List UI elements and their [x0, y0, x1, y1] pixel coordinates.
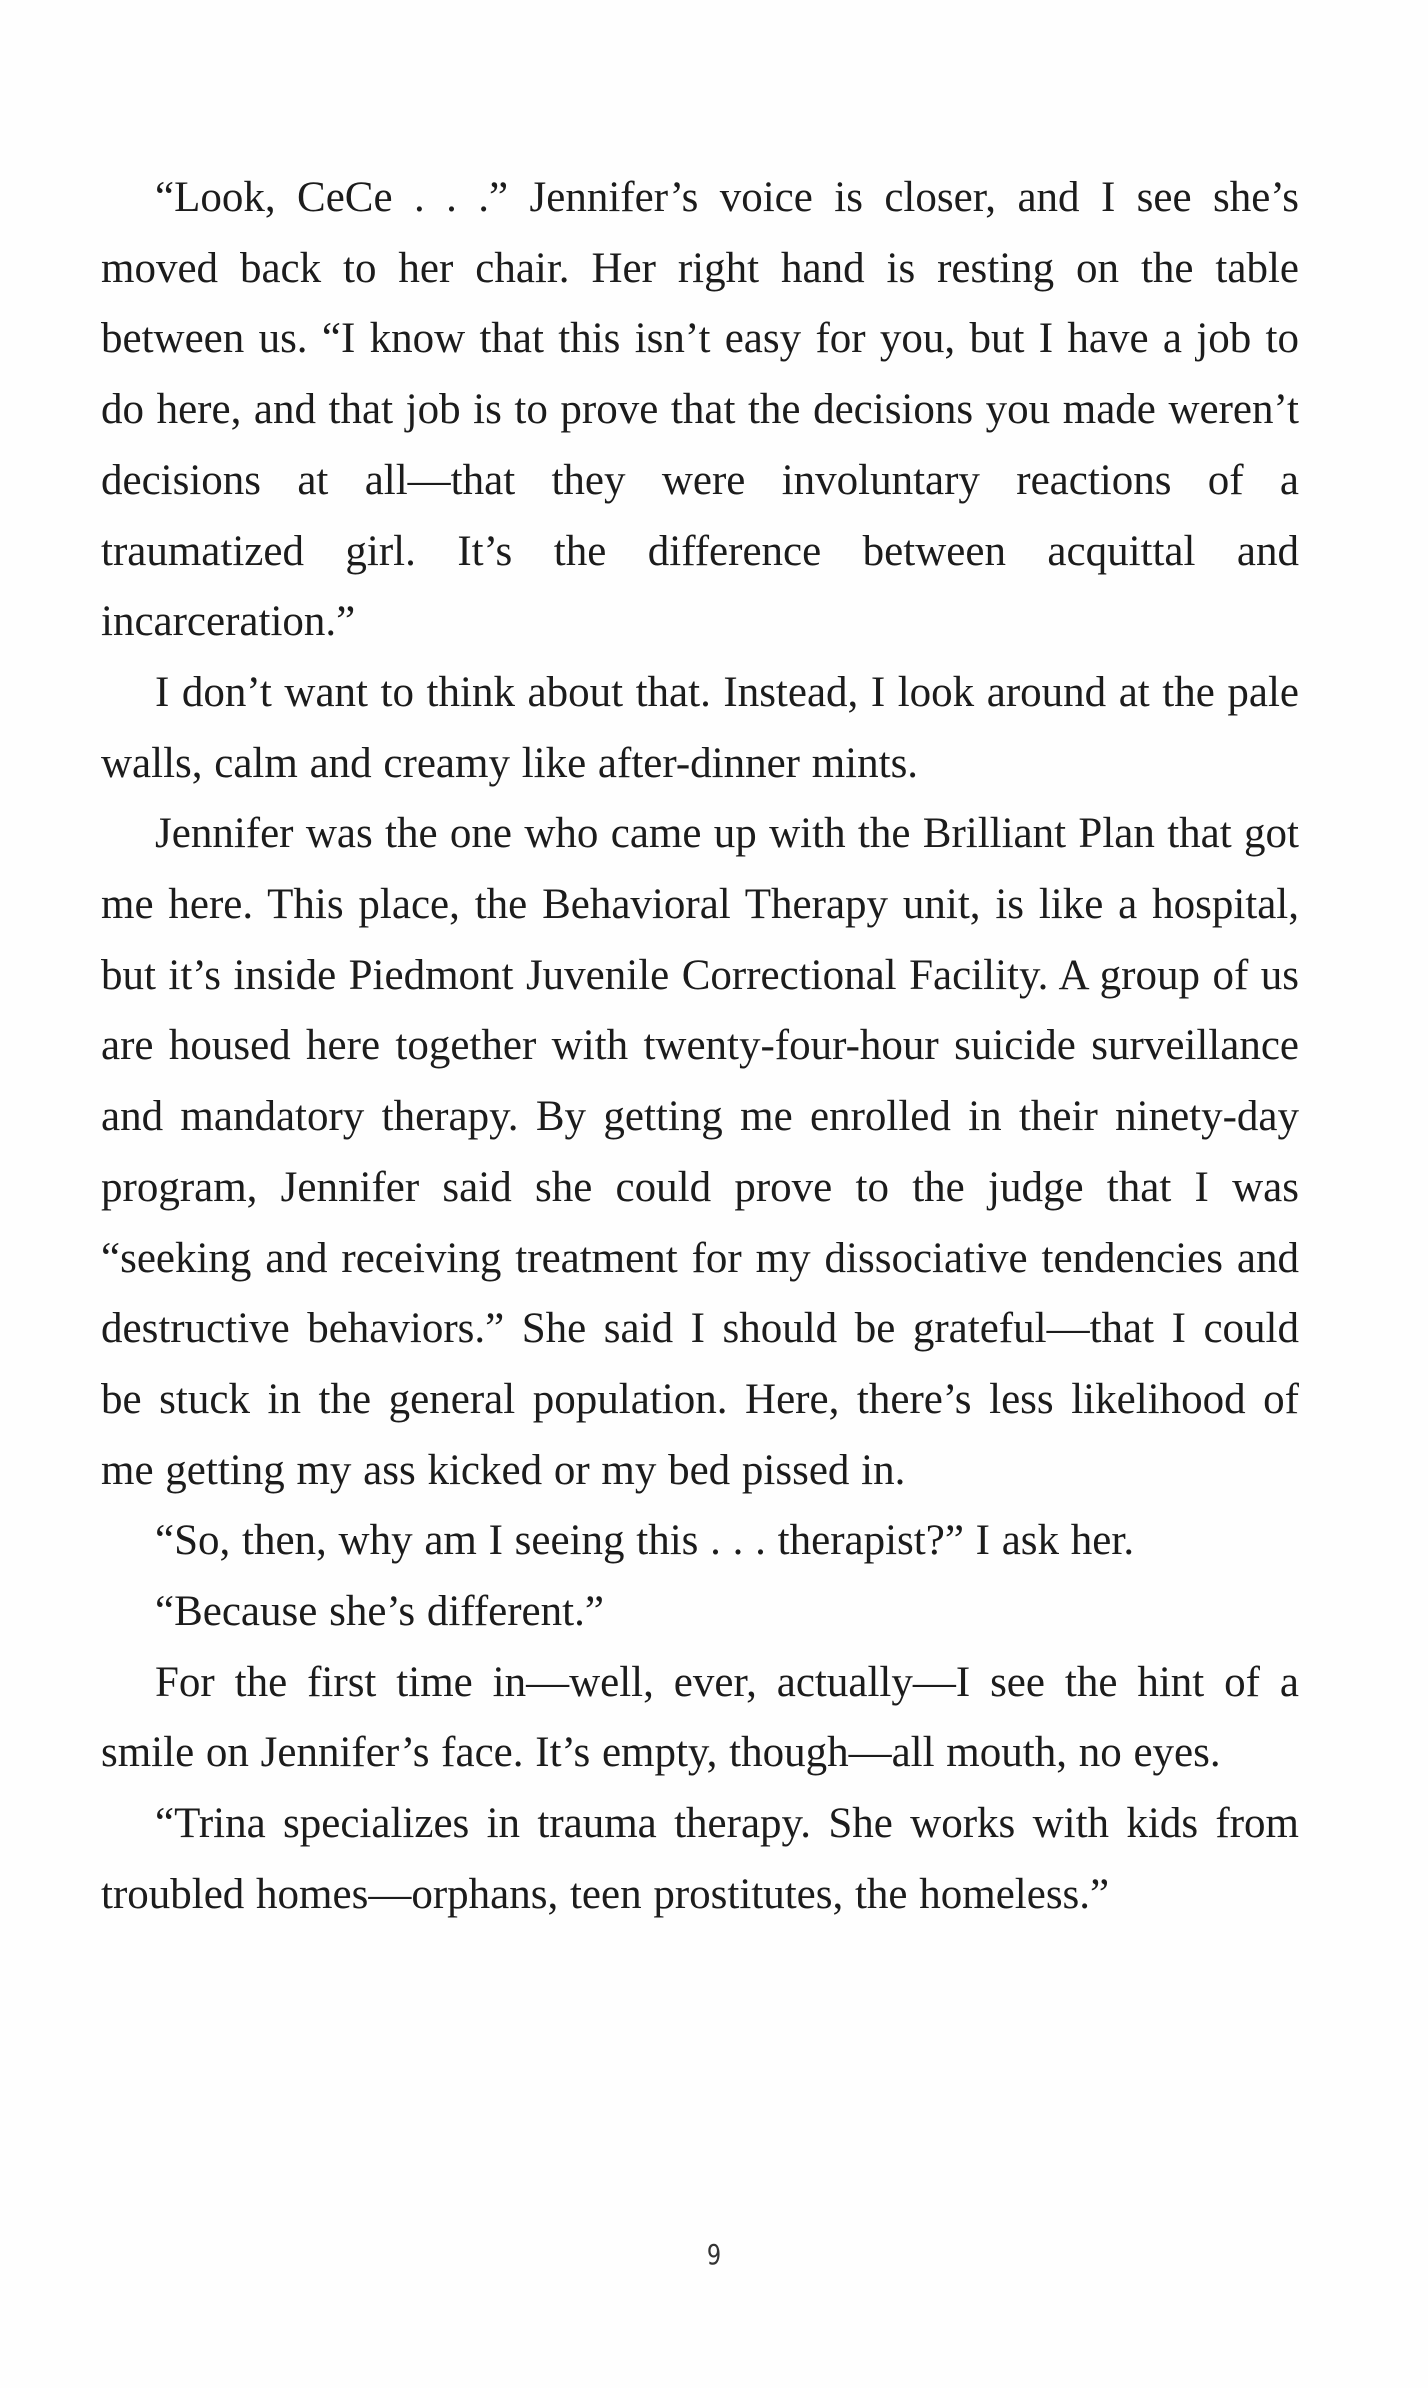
page-number: 9: [706, 2238, 722, 2271]
paragraph: For the first time in—well, ever, actually—I see the hint of a smile on Jennifer’s face. It’s empty, though—all mouth, no eyes.: [101, 1658, 1299, 1777]
paragraph: “Look, CeCe . . .” Jennifer’s voice is closer, and I see she’s moved back to her chair. Her right hand is resting on the table between us. “I know that this isn’t easy for you, but I have a job to do here, and that job is to prove that the decisions you made weren’t decisions at all—that they were involuntary reactions of a traumatized girl. It’s the difference between acquittal and incarceration.”: [101, 174, 1299, 646]
paragraph: “Trina specializes in trauma therapy. She works with kids from troubled homes—orphans, teen prostitutes, the homeless.”: [101, 1800, 1299, 1918]
paragraph: I don’t want to think about that. Instead, I look around at the pale walls, calm and creamy like after-dinner mints.: [101, 668, 1299, 787]
paragraph: “Because she’s different.”: [155, 1588, 604, 1636]
paragraph: “So, then, why am I seeing this . . . therapist?” I ask her.: [155, 1517, 1135, 1565]
body-text: [101, 163, 1299, 1931]
paragraph: Jennifer was the one who came up with the Brilliant Plan that got me here. This place, the Behavioral Therapy unit, is like a hospital, but it’s inside Piedmont Juvenile Correctional Facility. A group of us are housed here together with twenty-four-hour suicide surveillance and mandatory therapy. By getting me enrolled in their ninety-day program, Jennifer said she could prove to the judge that I was “seeking and receiving treatment for my dissociative tendencies and destructive behaviors.” She said I should be grateful—that I could be stuck in the general population. Here, there’s less likelihood of me getting my ass kicked or my bed pissed in.: [101, 810, 1299, 1494]
